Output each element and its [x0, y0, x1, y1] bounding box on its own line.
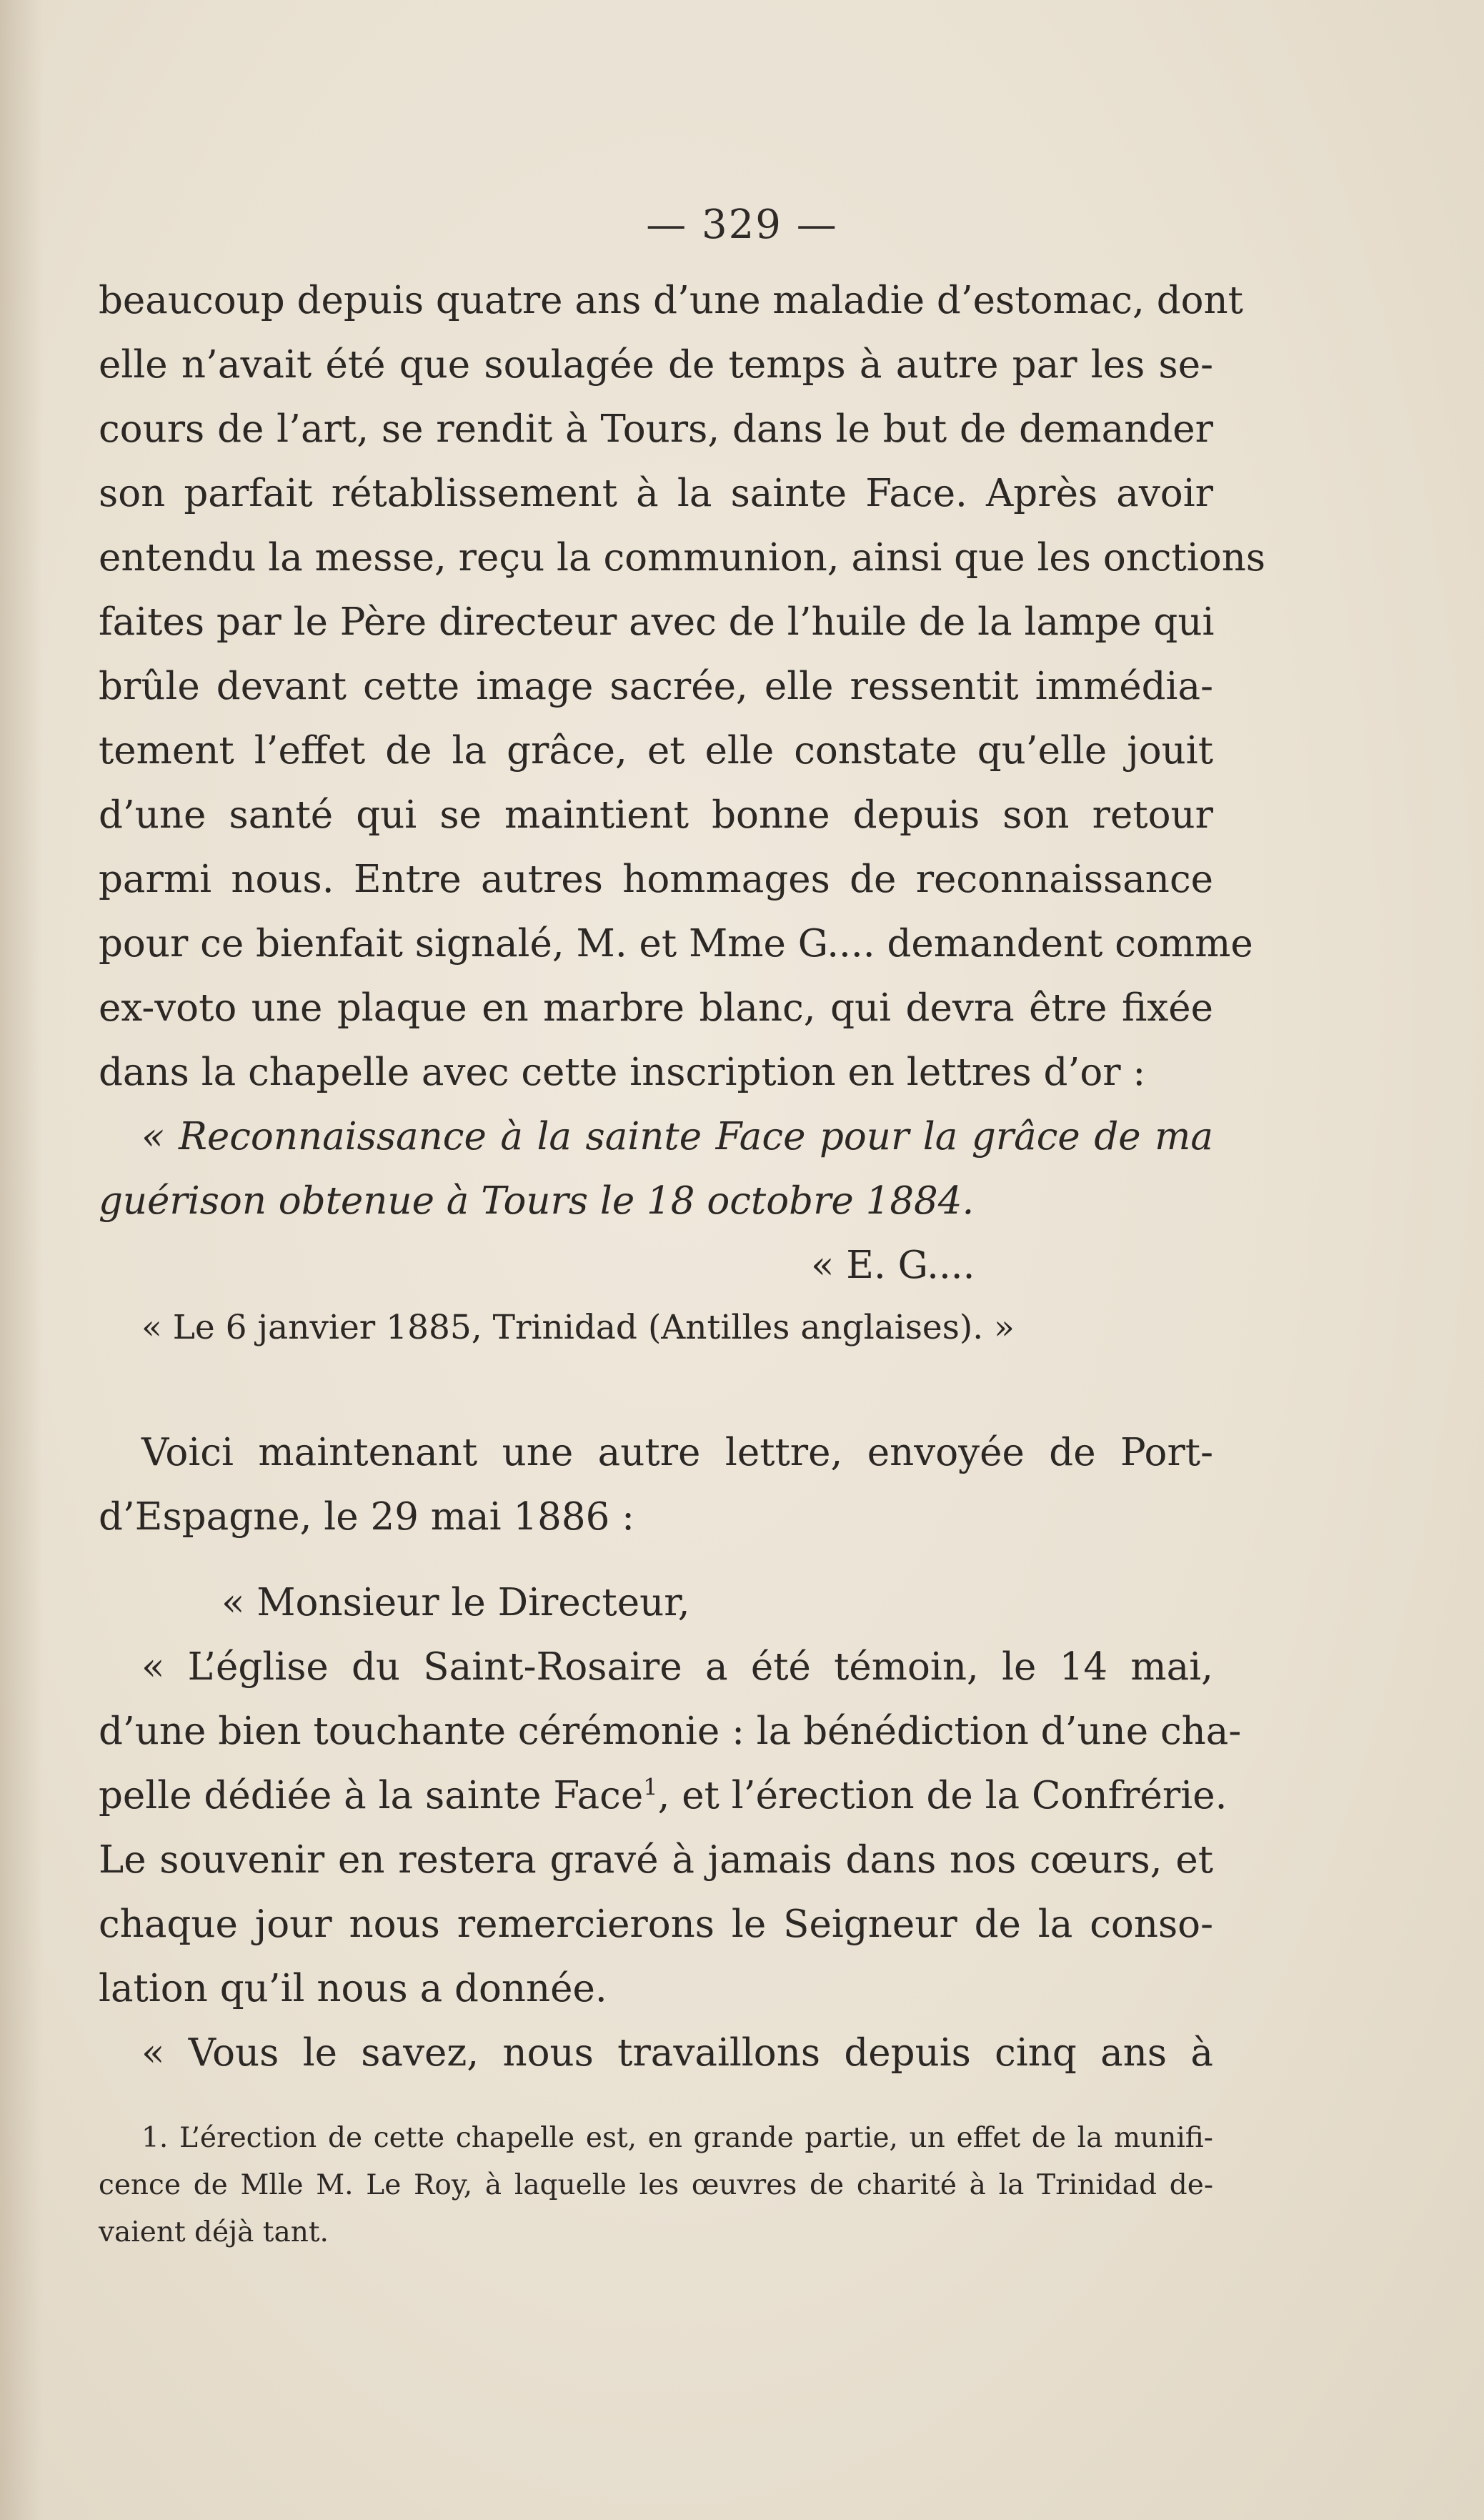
- body-line: parmi nous. Entre autres hommages de reconnaissance: [99, 858, 1213, 901]
- inscription-line: guérison obtenue à Tours le 18 octobre 1884.: [99, 1179, 975, 1223]
- letter-intro-line: d’Espagne, le 29 mai 1886 :: [99, 1495, 634, 1539]
- footnote-line: vaient déjà tant.: [99, 2216, 329, 2248]
- body-line: d’une santé qui se maintient bonne depuis son retour: [99, 793, 1213, 837]
- letter-line: d’une bien touchante cérémonie : la bénédiction d’une cha-: [99, 1710, 1242, 1753]
- letter-line-part: , et l’érection de la Confrérie.: [657, 1774, 1227, 1817]
- letter-line: « L’église du Saint-Rosaire a été témoin, le 14 mai,: [141, 1645, 1213, 1689]
- body-line: son parfait rétablissement à la sainte Face. Après avoir: [99, 472, 1213, 515]
- footnote-marker: 1: [643, 1773, 658, 1801]
- footnote-line: 1. L’érection de cette chapelle est, en grande partie, un effet de la munifi-: [141, 2122, 1213, 2154]
- dateline: « Le 6 janvier 1885, Trinidad (Antilles anglaises). »: [141, 1308, 1015, 1347]
- letter-line-part: pelle dédiée à la sainte Face: [99, 1774, 644, 1817]
- inscription-line: « Reconnaissance à la sainte Face pour la grâce de ma: [141, 1115, 1213, 1159]
- body-line: tement l’effet de la grâce, et elle constate qu’elle jouit: [99, 729, 1213, 773]
- page-number: — 329 —: [646, 202, 838, 248]
- page-edge-shadow: [0, 0, 43, 2520]
- body-line: brûle devant cette image sacrée, elle ressentit immédia-: [99, 665, 1213, 708]
- body-line: elle n’avait été que soulagée de temps à autre par les se-: [99, 343, 1213, 387]
- letter-intro-line: Voici maintenant une autre lettre, envoyée de Port-: [141, 1431, 1213, 1474]
- body-line: pour ce bienfait signalé, M. et Mme G.... demandent comme: [99, 922, 1253, 966]
- body-line: faites par le Père directeur avec de l’huile de la lampe qui: [99, 600, 1215, 644]
- inscription-signature: « E. G....: [811, 1244, 975, 1287]
- letter-line: lation qu’il nous a donnée.: [99, 1967, 607, 2010]
- letter-salutation: « Monsieur le Directeur,: [221, 1581, 690, 1624]
- body-line: ex-voto une plaque en marbre blanc, qui devra être fixée: [99, 986, 1213, 1030]
- letter-line: chaque jour nous remercierons le Seigneur de la conso-: [99, 1903, 1213, 1946]
- letter-line: « Vous le savez, nous travaillons depuis cinq ans à: [141, 2031, 1213, 2075]
- body-line: beaucoup depuis quatre ans d’une maladie d’estomac, dont: [99, 279, 1243, 322]
- body-line: cours de l’art, se rendit à Tours, dans le but de demander: [99, 407, 1213, 451]
- body-line: entendu la messe, reçu la communion, ainsi que les onctions: [99, 536, 1266, 580]
- body-line: dans la chapelle avec cette inscription en lettres d’or :: [99, 1051, 1146, 1094]
- letter-line: Le souvenir en restera gravé à jamais dans nos cœurs, et: [99, 1838, 1213, 1882]
- footnote-line: cence de Mlle M. Le Roy, à laquelle les œuvres de charité à la Trinidad de-: [99, 2169, 1213, 2201]
- letter-line: [99, 1773, 1227, 1817]
